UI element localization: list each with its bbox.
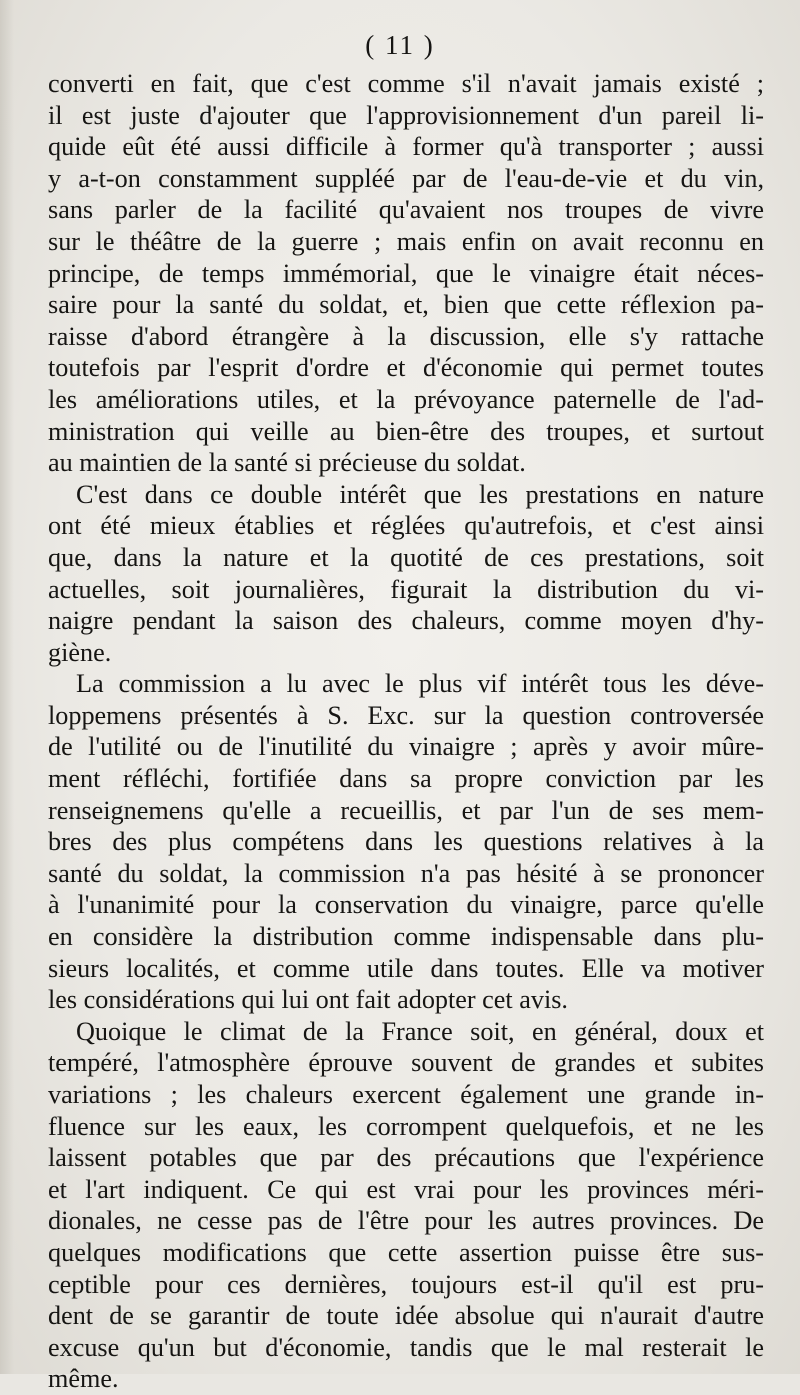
text-line: La commission a lu avec le plus vif intérêt tous les déve-: [76, 669, 764, 699]
text-line: que, dans la nature et la quotité de ces prestations, soit: [48, 542, 764, 572]
text-line: même.: [48, 1364, 119, 1394]
text-line: raisse d'abord étrangère à la discussion, elle s'y rattache: [48, 321, 764, 351]
text-line: à l'unanimité pour la conservation du vinaigre, parce qu'elle: [48, 890, 764, 920]
text-line: ceptible pour ces dernières, toujours est-il qu'il est pru-: [48, 1269, 764, 1299]
text-line: loppemens présentés à S. Exc. sur la question controversée: [48, 700, 764, 730]
paragraph: [48, 479, 764, 669]
text-line: Quoique le climat de la France soit, en général, doux et: [76, 1016, 764, 1046]
paragraph: [48, 1016, 764, 1395]
text-line: tempéré, l'atmosphère éprouve souvent de grandes et subites: [48, 1048, 764, 1078]
text-line: de l'utilité ou de l'inutilité du vinaigre ; après y avoir mûre-: [48, 732, 764, 762]
text-line: quide eût été aussi difficile à former qu'à transporter ; aussi: [48, 132, 764, 162]
text-line: les améliorations utiles, et la prévoyance paternelle de l'ad-: [48, 384, 764, 414]
text-line: saire pour la santé du soldat, et, bien que cette réflexion pa-: [48, 290, 764, 320]
paragraph: [48, 68, 764, 479]
text-line: sieurs localités, et comme utile dans toutes. Elle va motiver: [48, 953, 764, 983]
text-line: excuse qu'un but d'économie, tandis que le mal resterait le: [48, 1332, 764, 1362]
text-line: renseignemens qu'elle a recueillis, et par l'un de ses mem-: [48, 795, 764, 825]
body-text: [48, 68, 764, 1395]
text-line: fluence sur les eaux, les corrompent quelquefois, et ne les: [48, 1111, 764, 1141]
text-line: laissent potables que par des précautions que l'expérience: [48, 1143, 764, 1173]
text-line: les considérations qui lui ont fait adopter cet avis.: [48, 985, 568, 1015]
text-line: il est juste d'ajouter que l'approvisionnement d'un pareil li-: [48, 100, 764, 130]
text-line: ont été mieux établies et réglées qu'autrefois, et c'est ainsi: [48, 511, 764, 541]
text-line: au maintien de la santé si précieuse du soldat.: [48, 448, 526, 478]
text-line: sans parler de la facilité qu'avaient nos troupes de vivre: [48, 195, 764, 225]
text-line: principe, de temps immémorial, que le vinaigre était néces-: [48, 258, 764, 288]
text-line: naigre pendant la saison des chaleurs, comme moyen d'hy-: [48, 606, 764, 636]
text-line: quelques modifications que cette assertion puisse être sus-: [48, 1237, 764, 1267]
text-line: y a-t-on constamment suppléé par de l'eau-de-vie et du vin,: [48, 163, 764, 193]
text-line: ministration qui veille au bien-être des troupes, et surtout: [48, 416, 764, 446]
text-line: dionales, ne cesse pas de l'être pour les autres provinces. De: [48, 1206, 764, 1236]
text-line: sur le théâtre de la guerre ; mais enfin on avait reconnu en: [48, 226, 764, 256]
text-line: giène.: [48, 637, 112, 667]
page-edge-shadow: [0, 0, 14, 1374]
text-line: en considère la distribution comme indispensable dans plu-: [48, 922, 764, 952]
text-line: toutefois par l'esprit d'ordre et d'économie qui permet toutes: [48, 353, 764, 383]
text-line: converti en fait, que c'est comme s'il n'avait jamais existé ;: [48, 69, 764, 98]
text-line: ment réfléchi, fortifiée dans sa propre conviction par les: [48, 764, 764, 794]
page-number: ( 11 ): [365, 30, 435, 60]
text-line: actuelles, soit journalières, figurait la distribution du vi-: [48, 574, 764, 604]
text-line: santé du soldat, la commission n'a pas hésité à se prononcer: [48, 858, 764, 888]
text-line: dent de se garantir de toute idée absolue qui n'aurait d'autre: [48, 1301, 764, 1331]
paragraph: [48, 668, 764, 1016]
text-line: et l'art indiquent. Ce qui est vrai pour les provinces méri-: [48, 1174, 764, 1204]
text-line: C'est dans ce double intérêt que les prestations en nature: [76, 479, 764, 509]
text-line: variations ; les chaleurs exercent également une grande in-: [48, 1080, 764, 1109]
text-line: bres des plus compétens dans les questions relatives à la: [48, 827, 764, 857]
